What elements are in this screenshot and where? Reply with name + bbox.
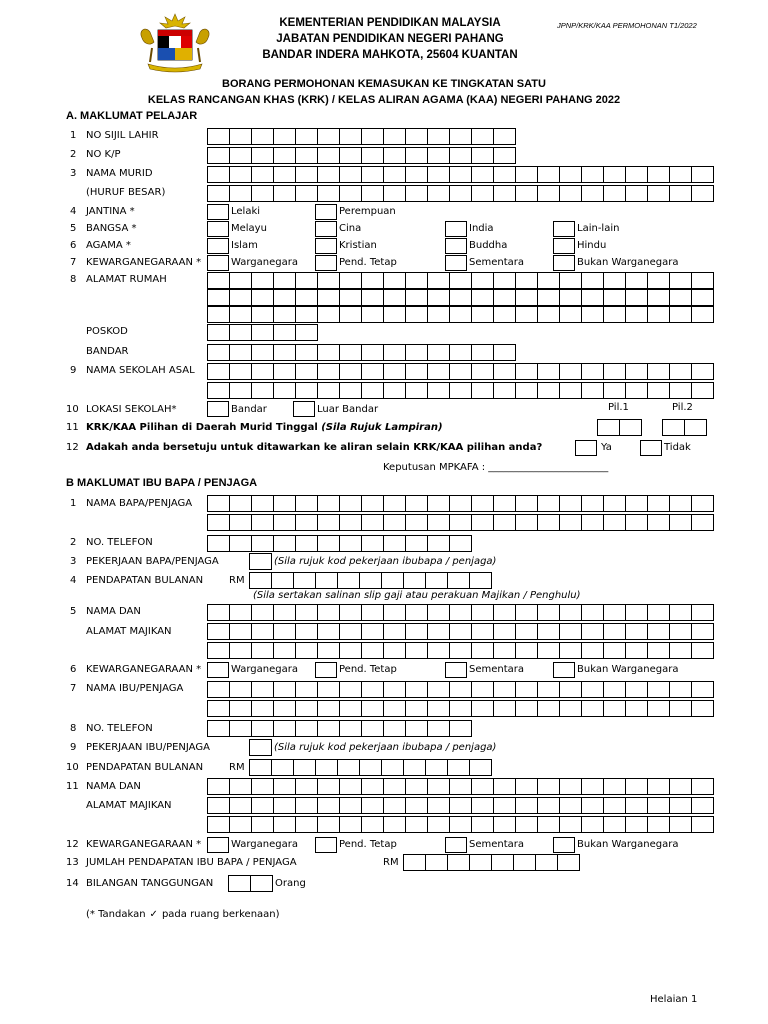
choice-1-label: Pil.1 [608, 402, 629, 413]
father-income-input[interactable] [249, 572, 492, 589]
label-employer: NAMA DAN [86, 606, 141, 617]
label-dependents: BILANGAN TANGGUNGAN [86, 878, 214, 889]
option-label: Hindu [577, 240, 607, 251]
permanent-resident-checkbox[interactable] [315, 837, 337, 853]
label-postcode: POSKOD [86, 326, 128, 337]
citizen-checkbox[interactable] [207, 837, 229, 853]
citizen-checkbox[interactable] [207, 662, 229, 678]
occupation-code-note: (Sila rujuk kod pekerjaan ibubapa / penjaga) [274, 556, 497, 567]
option-label: Bukan Warganegara [577, 839, 679, 850]
father-name-input[interactable] [207, 495, 714, 512]
label-student-name: NAMA MURID [86, 168, 153, 179]
option-label: Warganegara [231, 664, 298, 675]
label-father-citizenship: KEWARGANEGARAAN * [86, 664, 202, 675]
label-employer: NAMA DAN [86, 781, 141, 792]
option-label: Islam [231, 240, 258, 251]
label-total-income: JUMLAH PENDAPATAN IBU BAPA / PENJAGA [86, 857, 297, 868]
item-number: 2 [70, 149, 77, 160]
address-input[interactable] [207, 272, 714, 289]
label-school-location: LOKASI SEKOLAH* [86, 404, 177, 415]
option-label: Buddha [469, 240, 508, 251]
item-number: 2 [70, 537, 77, 548]
father-employer-input[interactable] [207, 604, 714, 621]
item-number: 1 [70, 498, 77, 509]
label-previous-school: NAMA SEKOLAH ASAL [86, 365, 195, 376]
mother-employer-input[interactable] [207, 816, 714, 833]
option-label: India [469, 223, 494, 234]
option-label: Cina [339, 223, 362, 234]
temporary-checkbox[interactable] [445, 837, 467, 853]
mother-income-input[interactable] [249, 759, 492, 776]
occupation-code-note: (Sila rujuk kod pekerjaan ibubapa / penjaga) [274, 742, 497, 753]
birth-cert-input[interactable] [207, 128, 516, 145]
item-number: 5 [70, 606, 77, 617]
section-a-title: A. MAKLUMAT PELAJAR [66, 110, 198, 122]
item-number: 12 [66, 442, 79, 453]
label-gender: JANTINA * [86, 206, 135, 217]
mother-name-input[interactable] [207, 681, 714, 698]
label-citizenship: KEWARGANEGARAAN * [86, 257, 202, 268]
gender-female-checkbox[interactable] [315, 204, 337, 220]
ic-number-input[interactable] [207, 147, 516, 164]
option-label: Sementara [469, 257, 525, 268]
item-number: 3 [70, 168, 77, 179]
option-label: Pend. Tetap [339, 664, 397, 675]
salary-slip-note: (Sila sertakan salinan slip gaji atau perakuan Majikan / Penghulu) [253, 590, 581, 601]
race-malay-checkbox[interactable] [207, 221, 229, 237]
mother-employer-input[interactable] [207, 778, 714, 795]
total-income-input[interactable] [403, 854, 580, 871]
item-number: 3 [70, 556, 77, 567]
agree-no-checkbox[interactable] [640, 440, 662, 456]
item-number: 14 [66, 878, 79, 889]
label-home-address: ALAMAT RUMAH [86, 274, 167, 285]
permanent-resident-checkbox[interactable] [315, 662, 337, 678]
label-religion: AGAMA * [86, 240, 131, 251]
town-input[interactable] [207, 344, 516, 361]
mpkafa-result-field[interactable]: Keputusan MPKAFA : ________________________ [383, 462, 609, 473]
currency-label: RM [229, 575, 245, 586]
option-label: Ya [601, 442, 612, 453]
item-number: 7 [70, 683, 77, 694]
mother-occupation-code-input[interactable] [249, 739, 272, 756]
item-number: 13 [66, 857, 79, 868]
label-father-phone: NO. TELEFON [86, 537, 153, 548]
father-phone-input[interactable] [207, 535, 472, 552]
option-label: Kristian [339, 240, 377, 251]
temporary-checkbox[interactable] [445, 662, 467, 678]
agree-yes-checkbox[interactable] [575, 440, 597, 456]
item-number: 11 [66, 781, 79, 792]
label-ic-number: NO K/P [86, 149, 121, 160]
item-number: 4 [70, 206, 77, 217]
item-number: 1 [70, 130, 77, 141]
postcode-input[interactable] [207, 324, 318, 341]
mother-employer-input[interactable] [207, 797, 714, 814]
item-number: 5 [70, 223, 77, 234]
dependents-input[interactable] [228, 875, 273, 892]
label-mother-name: NAMA IBU/PENJAGA [86, 683, 184, 694]
mother-phone-input[interactable] [207, 720, 472, 737]
label-race: BANGSA * [86, 223, 137, 234]
religion-hindu-checkbox[interactable] [553, 238, 575, 254]
checkmark-icon: ✓ [149, 909, 158, 920]
choice-2-input[interactable] [662, 419, 707, 436]
page-number: Helaian 1 [650, 994, 698, 1005]
school-name-input[interactable] [207, 363, 714, 380]
form-reference: JPNP/KRK/KAA PERMOHONAN T1/2022 [557, 21, 697, 30]
form-title: BORANG PERMOHONAN KEMASUKAN KE TINGKATAN SATU [222, 78, 546, 90]
department-title: JABATAN PENDIDIKAN NEGERI PAHANG [276, 33, 504, 45]
item-number: 8 [70, 723, 77, 734]
father-occupation-code-input[interactable] [249, 553, 272, 570]
location-rural-checkbox[interactable] [293, 401, 315, 417]
father-employer-input[interactable] [207, 623, 714, 640]
form-subtitle: KELAS RANCANGAN KHAS (KRK) / KELAS ALIRAN AGAMA (KAA) NEGERI PAHANG 2022 [147, 94, 621, 106]
school-name-input[interactable] [207, 382, 714, 399]
religion-christian-checkbox[interactable] [315, 238, 337, 254]
temporary-checkbox[interactable] [445, 255, 467, 271]
address-input[interactable] [207, 306, 714, 323]
non-citizen-checkbox[interactable] [553, 662, 575, 678]
item-number: 11 [66, 422, 79, 433]
citizen-checkbox[interactable] [207, 255, 229, 271]
option-label: Perempuan [339, 206, 396, 217]
choice-1-input[interactable] [597, 419, 642, 436]
section-b-title: B MAKLUMAT IBU BAPA / PENJAGA [66, 477, 258, 489]
option-label: Bukan Warganegara [577, 257, 679, 268]
father-employer-input[interactable] [207, 642, 714, 659]
mother-name-input[interactable] [207, 700, 714, 717]
religion-islam-checkbox[interactable] [207, 238, 229, 254]
race-other-checkbox[interactable] [553, 221, 575, 237]
option-label: Warganegara [231, 257, 298, 268]
item-number: 4 [70, 575, 77, 586]
footnote [86, 909, 280, 921]
option-label: Lelaki [231, 206, 261, 217]
option-label: Sementara [469, 664, 525, 675]
item-number: 9 [70, 365, 77, 376]
label-mother-income: PENDAPATAN BULANAN [86, 762, 204, 773]
label-capital-letters: (HURUF BESAR) [86, 187, 166, 198]
father-name-input[interactable] [207, 514, 714, 531]
race-chinese-checkbox[interactable] [315, 221, 337, 237]
location-urban-checkbox[interactable] [207, 401, 229, 417]
item-number: 6 [70, 240, 77, 251]
option-label: Pend. Tetap [339, 839, 397, 850]
label-mother-occupation: PEKERJAAN IBU/PENJAGA [86, 742, 210, 753]
non-citizen-checkbox[interactable] [553, 837, 575, 853]
item-number: 10 [66, 762, 79, 773]
currency-label: RM [229, 762, 245, 773]
item-number: 6 [70, 664, 77, 675]
non-citizen-checkbox[interactable] [553, 255, 575, 271]
gender-male-checkbox[interactable] [207, 204, 229, 220]
option-label: Pend. Tetap [339, 257, 397, 268]
option-label: Melayu [231, 223, 267, 234]
permanent-resident-checkbox[interactable] [315, 255, 337, 271]
item-number: 12 [66, 839, 79, 850]
choice-2-label: Pil.2 [672, 402, 693, 413]
race-indian-checkbox[interactable] [445, 221, 467, 237]
label-father-occupation: PEKERJAAN BAPA/PENJAGA [86, 556, 219, 567]
label-agree-other-stream: Adakah anda bersetuju untuk ditawarkan ke aliran selain KRK/KAA pilihan anda? [86, 442, 543, 453]
label-employer-address: ALAMAT MAJIKAN [86, 626, 172, 637]
department-address: BANDAR INDERA MAHKOTA, 25604 KUANTAN [262, 49, 518, 61]
address-input[interactable] [207, 289, 714, 306]
label-father-name: NAMA BAPA/PENJAGA [86, 498, 193, 509]
label-mother-phone: NO. TELEFON [86, 723, 153, 734]
item-number: 10 [66, 404, 79, 415]
option-label: Lain-lain [577, 223, 620, 234]
option-label: Warganegara [231, 839, 298, 850]
item-number: 9 [70, 742, 77, 753]
option-label: Luar Bandar [317, 404, 379, 415]
currency-label: RM [383, 857, 399, 868]
item-number: 8 [70, 274, 77, 285]
option-label: Tidak [664, 442, 691, 453]
label-father-income: PENDAPATAN BULANAN [86, 575, 204, 586]
label-krk-choice [86, 422, 443, 434]
item-number: 7 [70, 257, 77, 268]
see-appendix-note: (Sila Rujuk Lampiran) [321, 422, 443, 433]
malaysia-coat-of-arms-icon [134, 12, 216, 74]
religion-buddhist-checkbox[interactable] [445, 238, 467, 254]
dependents-unit-label: Orang [275, 878, 306, 889]
student-name-input[interactable] [207, 185, 714, 202]
label-birth-cert: NO SIJIL LAHIR [86, 130, 159, 141]
option-label: Bukan Warganegara [577, 664, 679, 675]
footnote-start: (* Tandakan [86, 909, 146, 920]
label-mother-citizenship: KEWARGANEGARAAN * [86, 839, 202, 850]
footnote-end: pada ruang berkenaan) [161, 909, 280, 920]
label-town: BANDAR [86, 346, 129, 357]
krk-choice-text: KRK/KAA Pilihan di Daerah Murid Tinggal [86, 422, 318, 433]
student-name-input[interactable] [207, 166, 714, 183]
ministry-title: KEMENTERIAN PENDIDIKAN MALAYSIA [279, 17, 501, 29]
option-label: Sementara [469, 839, 525, 850]
option-label: Bandar [231, 404, 267, 415]
label-employer-address: ALAMAT MAJIKAN [86, 800, 172, 811]
